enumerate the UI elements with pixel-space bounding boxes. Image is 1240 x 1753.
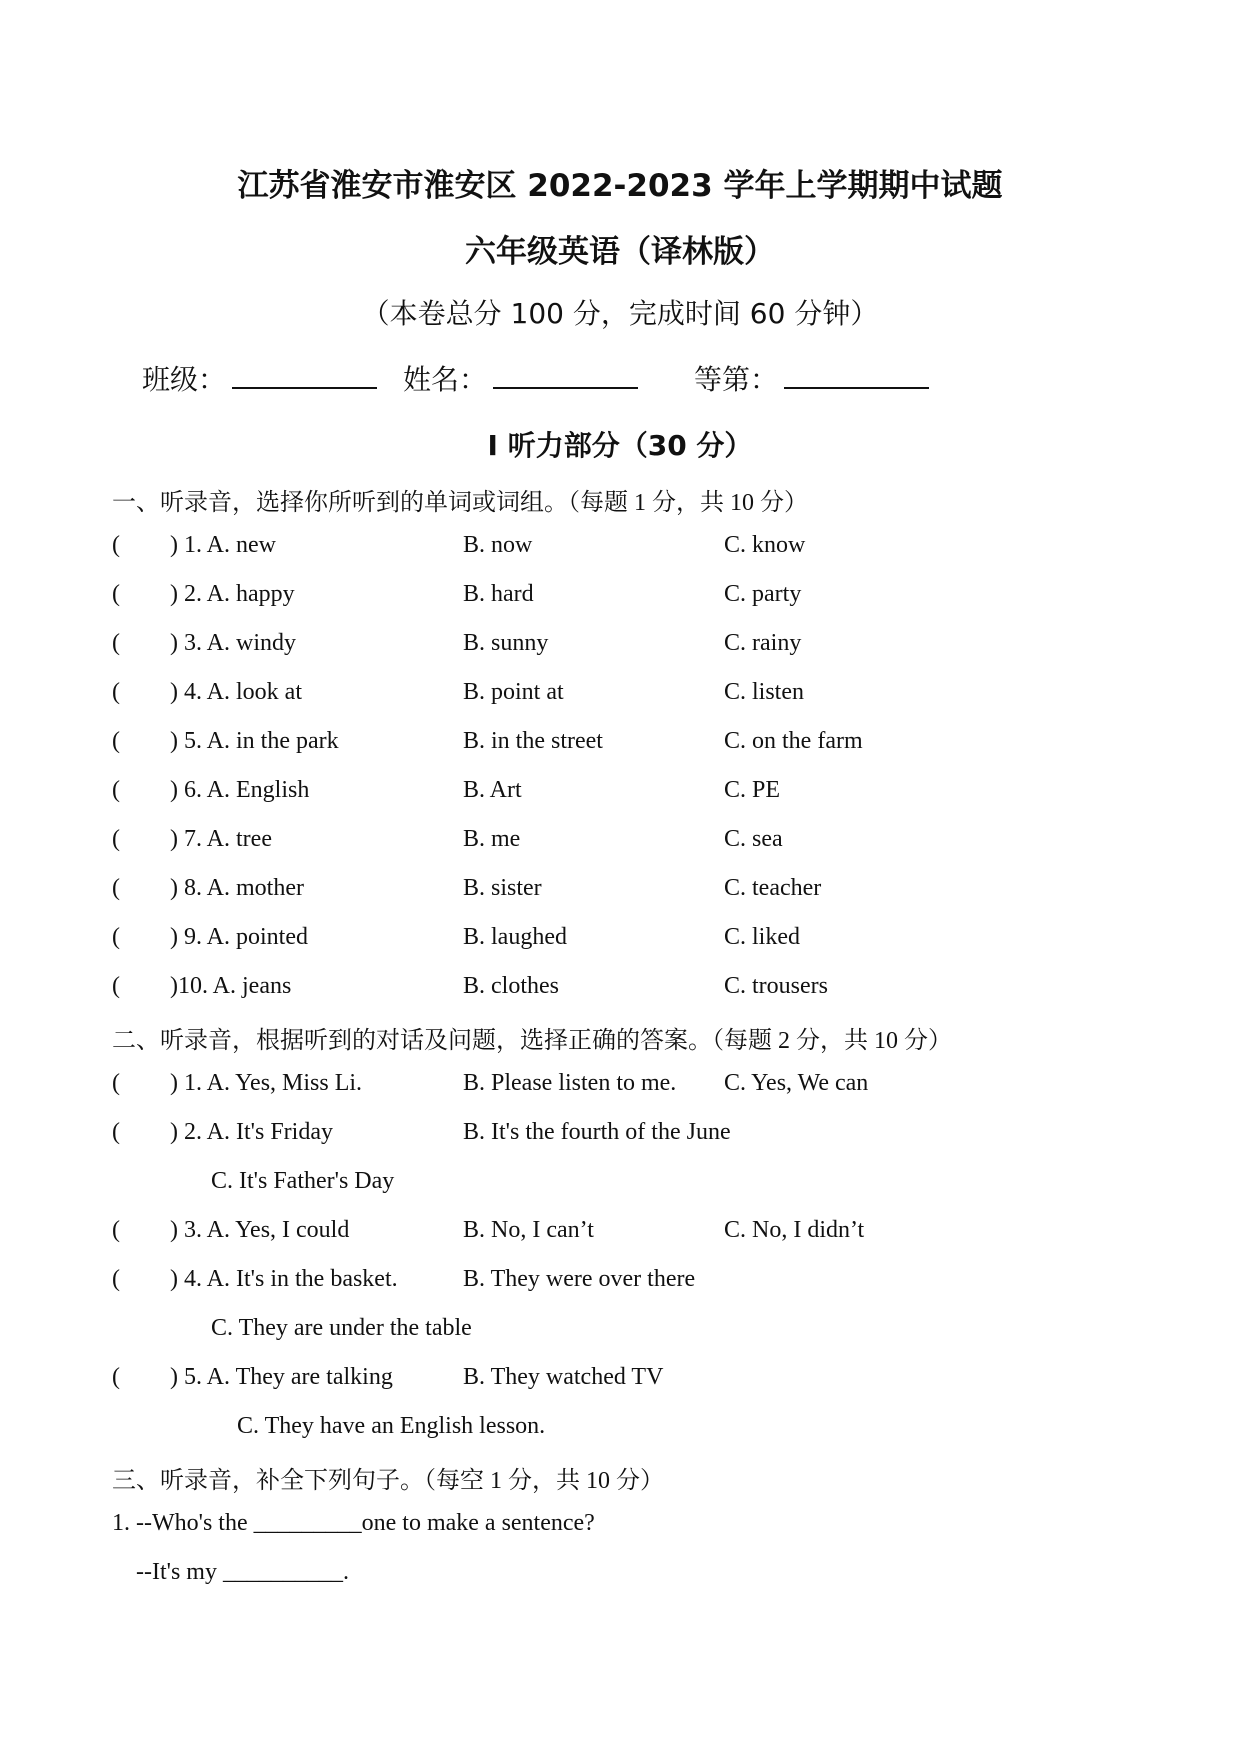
option-b: B. Art (463, 777, 522, 803)
section3-title: 三、听录音，补全下列句子。（每空 1 分，共 10 分） (112, 1468, 664, 1494)
option-b: B. sister (463, 875, 542, 901)
grade-field (694, 358, 929, 398)
option-a: ) 3. A. windy (170, 630, 296, 656)
question-row (0, 973, 1240, 1013)
name-blank[interactable] (493, 359, 638, 389)
option-a: ) 1. A. new (170, 532, 276, 558)
option-c: C. trousers (724, 973, 828, 999)
option-a: ) 1. A. Yes, Miss Li. (170, 1070, 363, 1096)
option-a: ) 7. A. tree (170, 826, 272, 852)
option-b: B. clothes (463, 973, 559, 999)
question-row (0, 1119, 1240, 1159)
question-row (0, 532, 1240, 572)
option-a: ) 2. A. It's Friday (170, 1119, 333, 1145)
question-row (0, 1217, 1240, 1257)
question-row (0, 679, 1240, 719)
answer-paren[interactable]: ( (112, 973, 120, 999)
option-c: C. know (724, 532, 806, 558)
grade-label: 等第： (694, 363, 779, 396)
answer-paren[interactable]: ( (112, 630, 120, 656)
option-a: ) 6. A. English (170, 777, 310, 803)
option-b: B. sunny (463, 630, 549, 656)
question-row (0, 630, 1240, 670)
option-a: ) 5. A. in the park (170, 728, 339, 754)
option-b: B. hard (463, 581, 534, 607)
option-a: ) 8. A. mother (170, 875, 304, 901)
part-heading: I 听力部分（30 分） (487, 429, 753, 462)
option-a: ) 4. A. look at (170, 679, 302, 705)
fill-sentence-1-answer: --It's my __________. (136, 1559, 349, 1585)
option-a: ) 4. A. It's in the basket. (170, 1266, 398, 1292)
option-c: C. PE (724, 777, 781, 803)
option-a: ) 2. A. happy (170, 581, 295, 607)
answer-paren[interactable]: ( (112, 875, 120, 901)
fill-sentence-1: 1. --Who's the _________one to make a sentence? (112, 1510, 595, 1536)
option-a: ) 9. A. pointed (170, 924, 308, 950)
option-b: B. me (463, 826, 521, 852)
question-row-continued (0, 1315, 1240, 1355)
exam-subtitle: 六年级英语（译林版） (465, 234, 775, 270)
option-b: B. point at (463, 679, 564, 705)
question-row-continued (0, 1413, 1240, 1453)
answer-paren[interactable]: ( (112, 1364, 120, 1390)
question-row (0, 777, 1240, 817)
option-c: C. on the farm (724, 728, 863, 754)
option-b: B. in the street (463, 728, 603, 754)
option-a: )10. A. jeans (170, 973, 292, 999)
question-row (0, 1070, 1240, 1110)
grade-blank[interactable] (784, 359, 929, 389)
option-c: C. rainy (724, 630, 802, 656)
option-a: ) 5. A. They are talking (170, 1364, 393, 1390)
option-c: C. It's Father's Day (211, 1168, 395, 1194)
option-c: C. Yes, We can (724, 1070, 869, 1096)
answer-paren[interactable]: ( (112, 581, 120, 607)
class-field (142, 358, 377, 398)
answer-paren[interactable]: ( (112, 1070, 120, 1096)
answer-paren[interactable]: ( (112, 532, 120, 558)
option-a: ) 3. A. Yes, I could (170, 1217, 350, 1243)
option-c: C. sea (724, 826, 783, 852)
section1-title: 一、听录音，选择你所听到的单词或词组。（每题 1 分，共 10 分） (112, 490, 808, 516)
student-info-row (0, 358, 1240, 404)
answer-paren[interactable]: ( (112, 728, 120, 754)
option-c: C. listen (724, 679, 805, 705)
option-b: B. They watched TV (463, 1364, 664, 1390)
option-b: B. They were over there (463, 1266, 696, 1292)
class-label: 班级： (142, 363, 227, 396)
option-c: C. party (724, 581, 802, 607)
question-row (0, 875, 1240, 915)
exam-title: 江苏省淮安市淮安区 2022-2023 学年上学期期中试题 (237, 168, 1003, 204)
question-row (0, 728, 1240, 768)
question-row (0, 581, 1240, 621)
question-row (0, 826, 1240, 866)
exam-note: （本卷总分 100 分，完成时间 60 分钟） (361, 297, 879, 330)
answer-paren[interactable]: ( (112, 777, 120, 803)
option-c: C. teacher (724, 875, 822, 901)
option-b: B. laughed (463, 924, 567, 950)
answer-paren[interactable]: ( (112, 1119, 120, 1145)
answer-paren[interactable]: ( (112, 1217, 120, 1243)
question-row (0, 1364, 1240, 1404)
answer-paren[interactable]: ( (112, 826, 120, 852)
class-blank[interactable] (232, 359, 377, 389)
question-row-continued (0, 1168, 1240, 1208)
name-label: 姓名： (403, 363, 488, 396)
option-c: C. They have an English lesson. (237, 1413, 546, 1439)
section2-title: 二、听录音，根据听到的对话及问题，选择正确的答案。（每题 2 分，共 10 分） (112, 1028, 952, 1054)
answer-paren[interactable]: ( (112, 679, 120, 705)
name-field (403, 358, 638, 398)
option-c: C. No, I didn’t (724, 1217, 865, 1243)
answer-paren[interactable]: ( (112, 1266, 120, 1292)
option-b: B. now (463, 532, 533, 558)
option-b: B. Please listen to me. (463, 1070, 677, 1096)
question-row (0, 924, 1240, 964)
question-row (0, 1266, 1240, 1306)
option-c: C. liked (724, 924, 800, 950)
option-b: B. No, I can’t (463, 1217, 594, 1243)
answer-paren[interactable]: ( (112, 924, 120, 950)
option-c: C. They are under the table (211, 1315, 472, 1341)
option-b: B. It's the fourth of the June (463, 1119, 731, 1145)
